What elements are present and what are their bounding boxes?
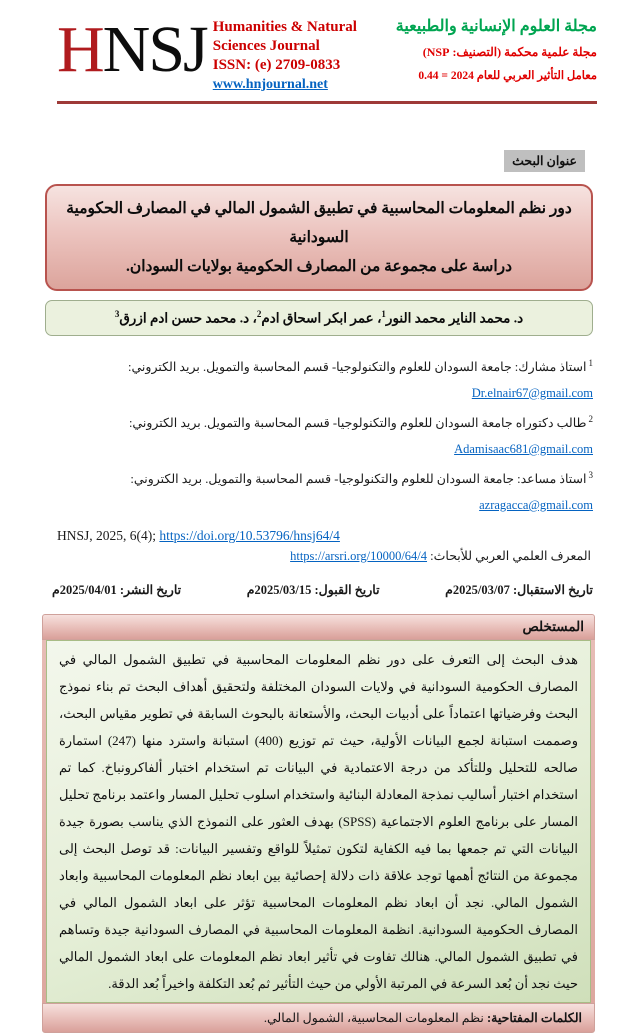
journal-name-ar: مجلة العلوم الإنسانية والطبيعية (395, 18, 597, 35)
research-title-line2: دراسة على مجموعة من المصارف الحكومية بولايات السودان. (125, 258, 513, 275)
abstract-body-text: هدف البحث إلى التعرف على دور نظم المعلومات المحاسبية في تطبيق الشمول المالي في المصارف الحكومية السودانية في ولايات السودان المختلفة ولتحقيق أهداف البحث تم بناء نموذج البحث وفرضياتها اعتماداً على أدبيات البحث، والأستعانة بالبحوث السابقة في تطوير مقياس البحث، وصممت استبانة لجمع البيانات الأولية، حيث تم توزيع (400) استبانة واسترد منها (247) استمارة صالحه للتحليل وللتأكد من درجة الاعتمادية في البيانات تم استخدام اختبار ألفاكرونباخ. كما تم استخدام اختبار أساليب نمذجة المعادلة البنائية واستخدام اسلوب تحليل المسار واعتمد برنامج تحليل المسار على برنامج العلوم الاجتماعية (SPSS) بهدف العثور على النموذج الذي يناسب بصورة جيدة البيانات التي تم جمعها بما فيه الكفاية لتكون تمثيلاً للواقع وتفسير البيانات: قد توصل البحث إلى مجموعة من النتائج أهمها توجد علاقة ذات دلالة إحصائية بين ابعاد نظم المعلومات المحاسبية وابعاد الشمول المالي. نجد أن ابعاد نظم المعلومات المحاسبية تؤثر على ابعاد الشمول المالي في المصارف الحكومية السودانية. انظمة المعلومات المحاسبية في المصارف السودانية جيدة وتساهم في تطبيق الشمول المالي. هنالك تفاوت في تأثير ابعاد نظم المعلومات على ابعاد الشمول المالي حيث نجد أن بُعد السرعة في المرتبة الأولي من حيث التأثير ثم بُعد التكلفة واخيراً بُعد الدقة. (46, 640, 591, 1003)
keywords-text: نظم المعلومات المحاسبية، الشمول المالي. (263, 1010, 487, 1025)
footnote-text: استاذ مساعد: جامعة السودان للعلوم والتكنولوجيا- قسم المحاسبة والتمويل. بريد الكتروني: (130, 471, 587, 486)
arsri-link[interactable]: https://arsri.org/10000/64/4 (290, 548, 428, 563)
footnote-sup: 3 (588, 469, 593, 480)
journal-website-link[interactable]: www.hnjournal.net (212, 77, 328, 92)
research-title-label: عنوان البحث (504, 150, 585, 172)
footnote-sup: 2 (588, 413, 593, 424)
abstract-body-frame (42, 640, 595, 1003)
keywords-label: الكلمات المفتاحية: (486, 1010, 582, 1025)
date-received-value: 2025/03/07م (445, 582, 510, 597)
header-divider (57, 101, 597, 104)
authors-bar (45, 300, 593, 336)
date-published-label: تاريخ النشر: (116, 582, 182, 597)
date-accepted-value: 2025/03/15م (246, 582, 312, 597)
research-title-line1: دور نظم المعلومات المحاسبية في تطبيق الشمول المالي في المصارف الحكومية السودانية (66, 200, 572, 246)
journal-ar-impact-factor: معامل التأثير العربي للعام 2024 = 0.44 (418, 70, 597, 82)
date-received-label: تاريخ الاستقبال: (509, 582, 593, 597)
footnote-2 (40, 406, 593, 462)
journal-name-en-line2: Sciences Journal (212, 38, 320, 54)
date-accepted (247, 582, 380, 598)
abstract-heading-bar: المستخلص (42, 614, 595, 640)
journal-ar-subtitle: مجلة علمية محكمة (التصنيف: NSP) (422, 45, 597, 59)
abstract-section (42, 614, 595, 1033)
dates-row (52, 582, 593, 598)
logo-letter-h: H (57, 13, 103, 86)
author-separator: ، (249, 310, 257, 326)
author-email-link-3[interactable]: azragacca@gmail.com (479, 497, 593, 512)
journal-header (0, 0, 633, 93)
citation-prefix: HNSJ, 2025, 6(4); (57, 527, 160, 543)
date-accepted-label: تاريخ القبول: (311, 582, 380, 597)
footnote-3 (40, 462, 593, 518)
footnote-sup: 1 (588, 357, 593, 368)
author-footnotes (40, 350, 593, 518)
author-sup: 2 (256, 309, 262, 319)
date-published-value: 2025/04/01م (52, 582, 117, 597)
date-received (445, 582, 593, 598)
journal-issn: ISSN: (e) 2709-0833 (212, 57, 341, 73)
author-sup: 1 (381, 309, 386, 319)
date-published (52, 582, 181, 598)
citation-line (57, 528, 597, 544)
journal-name-en-line1: Humanities & Natural (212, 19, 357, 35)
journal-info-arabic (368, 16, 597, 86)
author-email-link-2[interactable]: Adamisaac681@gmail.com (454, 441, 593, 456)
footnote-1 (40, 350, 593, 406)
author-name: عمر ابكر اسحاق ادم (261, 310, 374, 326)
author-email-link-1[interactable]: Dr.elnair67@gmail.com (471, 385, 593, 400)
footnote-text: طالب دكتوراه جامعة السودان للعلوم والتكنولوجيا- قسم المحاسبة والتمويل. بريد الكتروني: (128, 415, 587, 430)
arsri-line (0, 548, 591, 564)
footnote-text: استاذ مشارك: جامعة السودان للعلوم والتكنولوجيا- قسم المحاسبة والتمويل. بريد الكتروني: (128, 359, 587, 374)
logo-letters-nsj: NSJ (102, 13, 207, 86)
doi-link[interactable]: https://doi.org/10.53796/hnsj64/4 (159, 527, 340, 543)
journal-logo (57, 12, 207, 88)
author-name: د. محمد حسن ادم ازرق (119, 310, 250, 326)
arsri-label: المعرف العلمي العربي للأبحاث: (427, 548, 591, 563)
author-separator: ، (373, 310, 382, 326)
author-name: د. محمد الناير محمد النور (385, 310, 524, 326)
keywords-bar (42, 1003, 595, 1033)
research-title-box (45, 184, 593, 291)
journal-info-english (213, 18, 369, 93)
author-sup: 3 (114, 309, 120, 319)
